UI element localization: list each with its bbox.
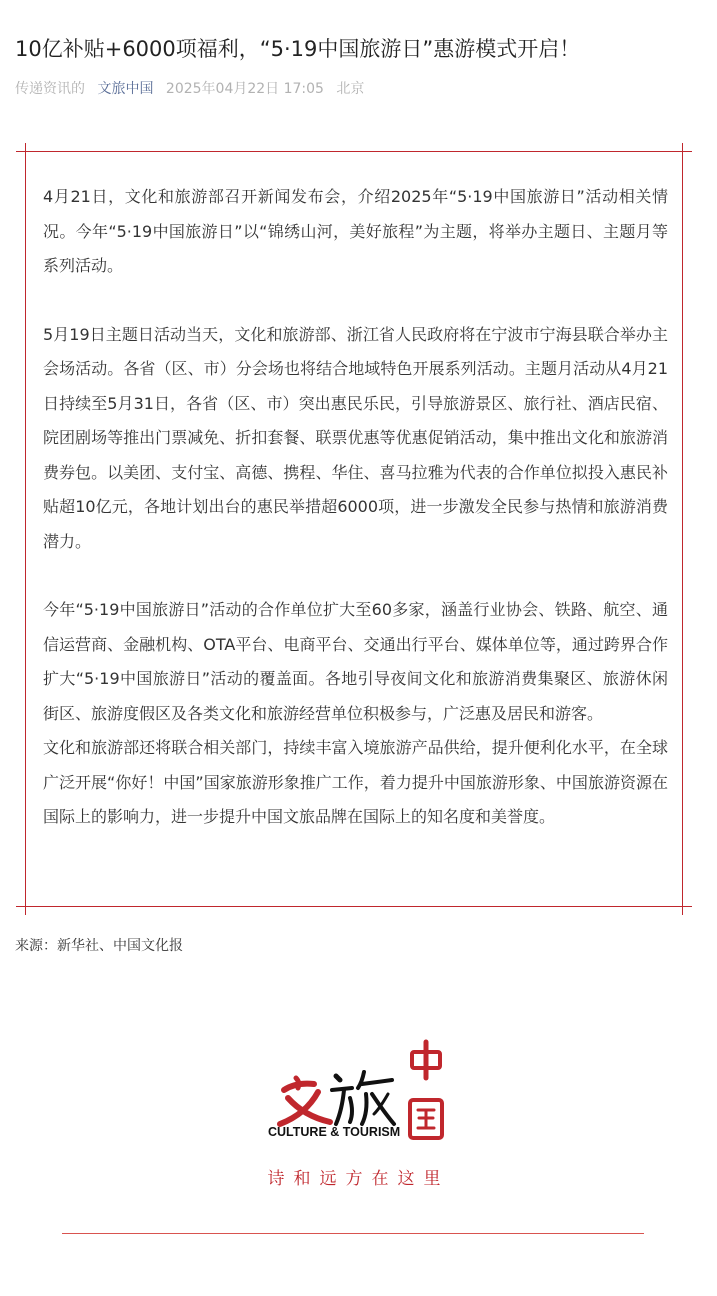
paragraph-1: 4月21日，文化和旅游部召开新闻发布会，介绍2025年“5·19中国旅游日”活动相关情况。今年“5·19中国旅游日”以“锦绣山河，美好旅程”为主题，将举办主题日、主题月等系列活动。: [43, 187, 668, 275]
paragraph-3: 今年“5·19中国旅游日”活动的合作单位扩大至60多家，涵盖行业协会、铁路、航空、通信运营商、金融机构、OTA平台、电商平台、交通出行平台、媒体单位等，通过跨界合作扩大“5·19中国旅游日”活动的覆盖面。各地引导夜间文化和旅游消费集聚区、旅游休闲街区、旅游度假区及各类文化和旅游经营单位积极参与，广泛惠及居民和游客。: [43, 600, 668, 723]
frame-left-border: [25, 143, 26, 915]
logo-graphic: [266, 1038, 456, 1150]
frame-bottom-border: [16, 906, 692, 907]
frame-right-border: [682, 143, 683, 915]
article-source: 来源：新华社、中国文化报: [15, 938, 183, 954]
paragraph-4: 文化和旅游部还将联合相关部门，持续丰富入境旅游产品供给，提升便利化水平，在全球广泛开展“你好！中国”国家旅游形象推广工作，着力提升中国旅游形象、中国旅游资源在国际上的影响力，进一步提升中国文旅品牌在国际上的知名度和美誉度。: [43, 738, 668, 826]
frame-top-border: [16, 151, 692, 152]
meta-tagline: 传递资讯的: [15, 81, 85, 97]
bottom-divider: [62, 1233, 644, 1234]
culture-tourism-logo: [266, 1038, 456, 1150]
article-title: 10亿补贴+6000项福利，“5·19中国旅游日”惠游模式开启！: [15, 37, 581, 61]
account-name-link[interactable]: 文旅中国: [97, 81, 154, 97]
paragraph-2: 5月19日主题日活动当天，文化和旅游部、浙江省人民政府将在宁波市宁海县联合举办主会场活动。各省（区、市）分会场也将结合地域特色开展系列活动。主题月活动从4月21日持续至5月31日，各省（区、市）突出惠民乐民，引导旅游景区、旅行社、酒店民宿、院团剧场等推出门票减免、折扣套餐、联票优惠等优惠促销活动，集中推出文化和旅游消费券包。以美团、支付宝、高德、携程、华住、喜马拉雅为代表的合作单位拟投入惠民补贴超10亿元，各地计划出台的惠民举措超6000项，进一步激发全民参与热情和旅游消费潜力。: [43, 324, 668, 551]
logo-subtitle: CULTURE & TOURISM: [268, 1125, 401, 1139]
publish-datetime: 2025年04月22日 17:05: [165, 81, 324, 97]
publish-location: 北京: [336, 81, 365, 97]
article-body: [43, 180, 668, 835]
article-meta: [15, 78, 372, 100]
slogan: 诗和远方在这里: [267, 1169, 450, 1189]
